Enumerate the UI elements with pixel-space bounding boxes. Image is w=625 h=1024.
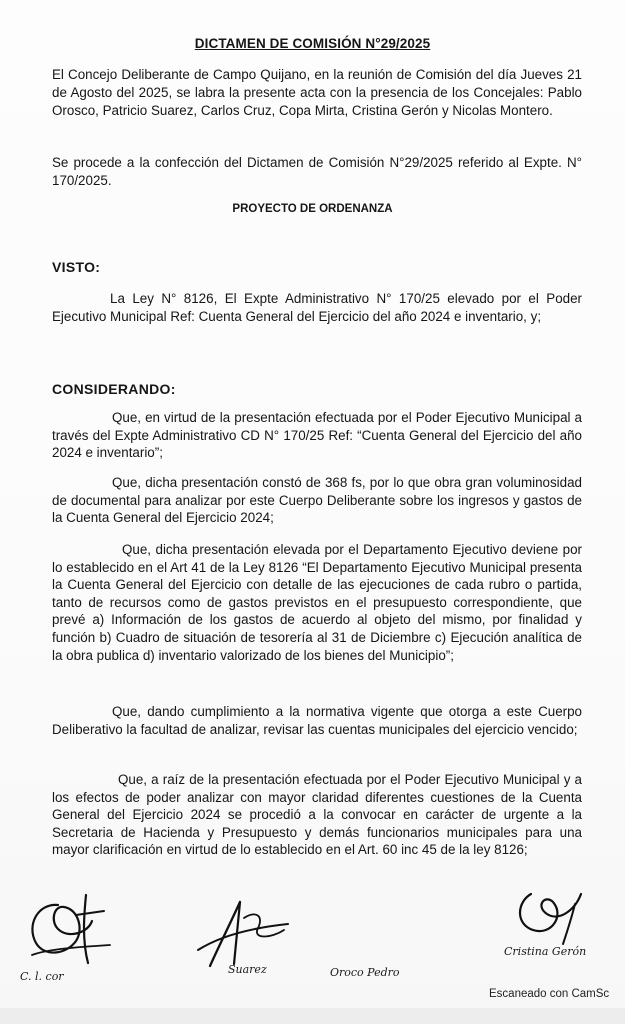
project-subtitle: PROYECTO DE ORDENANZA	[232, 203, 393, 215]
considerando-item-2: Que, dicha presentación constó de 368 fs, por lo que obra gran voluminosidad de documental para analizar por este Cuerpo Deliberante sobre los ingresos y gastos de la Cuenta General del Ejercicio 2024;	[52, 475, 582, 526]
signature-4-name: Cristina Gerón	[504, 945, 587, 958]
footer-bar	[0, 1008, 625, 1024]
signature-3-name: Oroco Pedro	[330, 966, 400, 979]
document-title: DICTAMEN DE COMISIÓN N°29/2025	[194, 36, 431, 51]
intro-paragraph: El Concejo Deliberante de Campo Quijano, en la reunión de Comisión del día Jueves 21 de Agosto del 2025, se labra la presente acta con la presencia de los Concejales: Pablo Orosco, Patricio Suarez, Carlos Cruz, Copa Mirta, Cristina Gerón y Nicolas Montero.	[52, 67, 582, 118]
visto-heading: VISTO:	[52, 259, 101, 275]
signature-2-name: Suarez	[228, 963, 267, 976]
considerando-item-1: Que, en virtud de la presentación efectuada por el Poder Ejecutivo Municipal a través del Expte Administrativo CD N° 170/25 Ref: “Cuenta General del Ejercicio del año 2024 e inventario”;	[52, 410, 582, 461]
visto-text: La Ley N° 8126, El Expte Administrativo N° 170/25 elevado por el Poder Ejecutivo Municipal Ref: Cuenta General del Ejercicio del año 2024 e inventario, y;	[52, 291, 582, 324]
considerando-heading: CONSIDERANDO:	[52, 381, 176, 397]
signature-4	[505, 880, 610, 950]
considerando-item-4: Que, dando cumplimiento a la normativa vigente que otorga a este Cuerpo Deliberativo la facultad de analizar, revisar las cuentas municipales del ejercicio vencido;	[52, 704, 582, 737]
considerando-item-3: Que, dicha presentación elevada por el Departamento Ejecutivo deviene por lo establecido en el Art 41 de la Ley 8126 “El Departamento Ejecutivo Municipal presenta la Cuenta General del Ejercicio con detalle de las ejecuciones de cada rubro o partida, tanto de recursos como de gastos previstos en el presupuesto correspondiente, que prevé a) Información de los gastos de acuerdo al objeto del mismo, por finalidad y función b) Cuadro de situación de tesorería al 31 de Diciembre c) Ejecución analítica de la obra publica d) inventario valorizado de los bienes del Municipio”;	[52, 542, 582, 663]
considerando-item-5: Que, a raíz de la presentación efectuada por el Poder Ejecutivo Municipal y a los efectos de poder analizar con mayor claridad diferentes cuestiones de la Cuenta General del Ejercicio 2024 se procedió a la convocar en carácter de urgente a la Secretaria de Hacienda y Presupuesto y demás funcionarios municipales para una mayor clarificación en virtud de lo establecido en el Art. 60 inc 45 de la ley 8126;	[52, 772, 582, 858]
scanner-watermark: Escaneado con CamSc	[489, 988, 610, 1000]
signature-1-name: C. l. cor	[20, 970, 64, 983]
procede-paragraph: Se procede a la confección del Dictamen de Comisión N°29/2025 referido al Expte. N° 170/2025.	[52, 155, 582, 188]
